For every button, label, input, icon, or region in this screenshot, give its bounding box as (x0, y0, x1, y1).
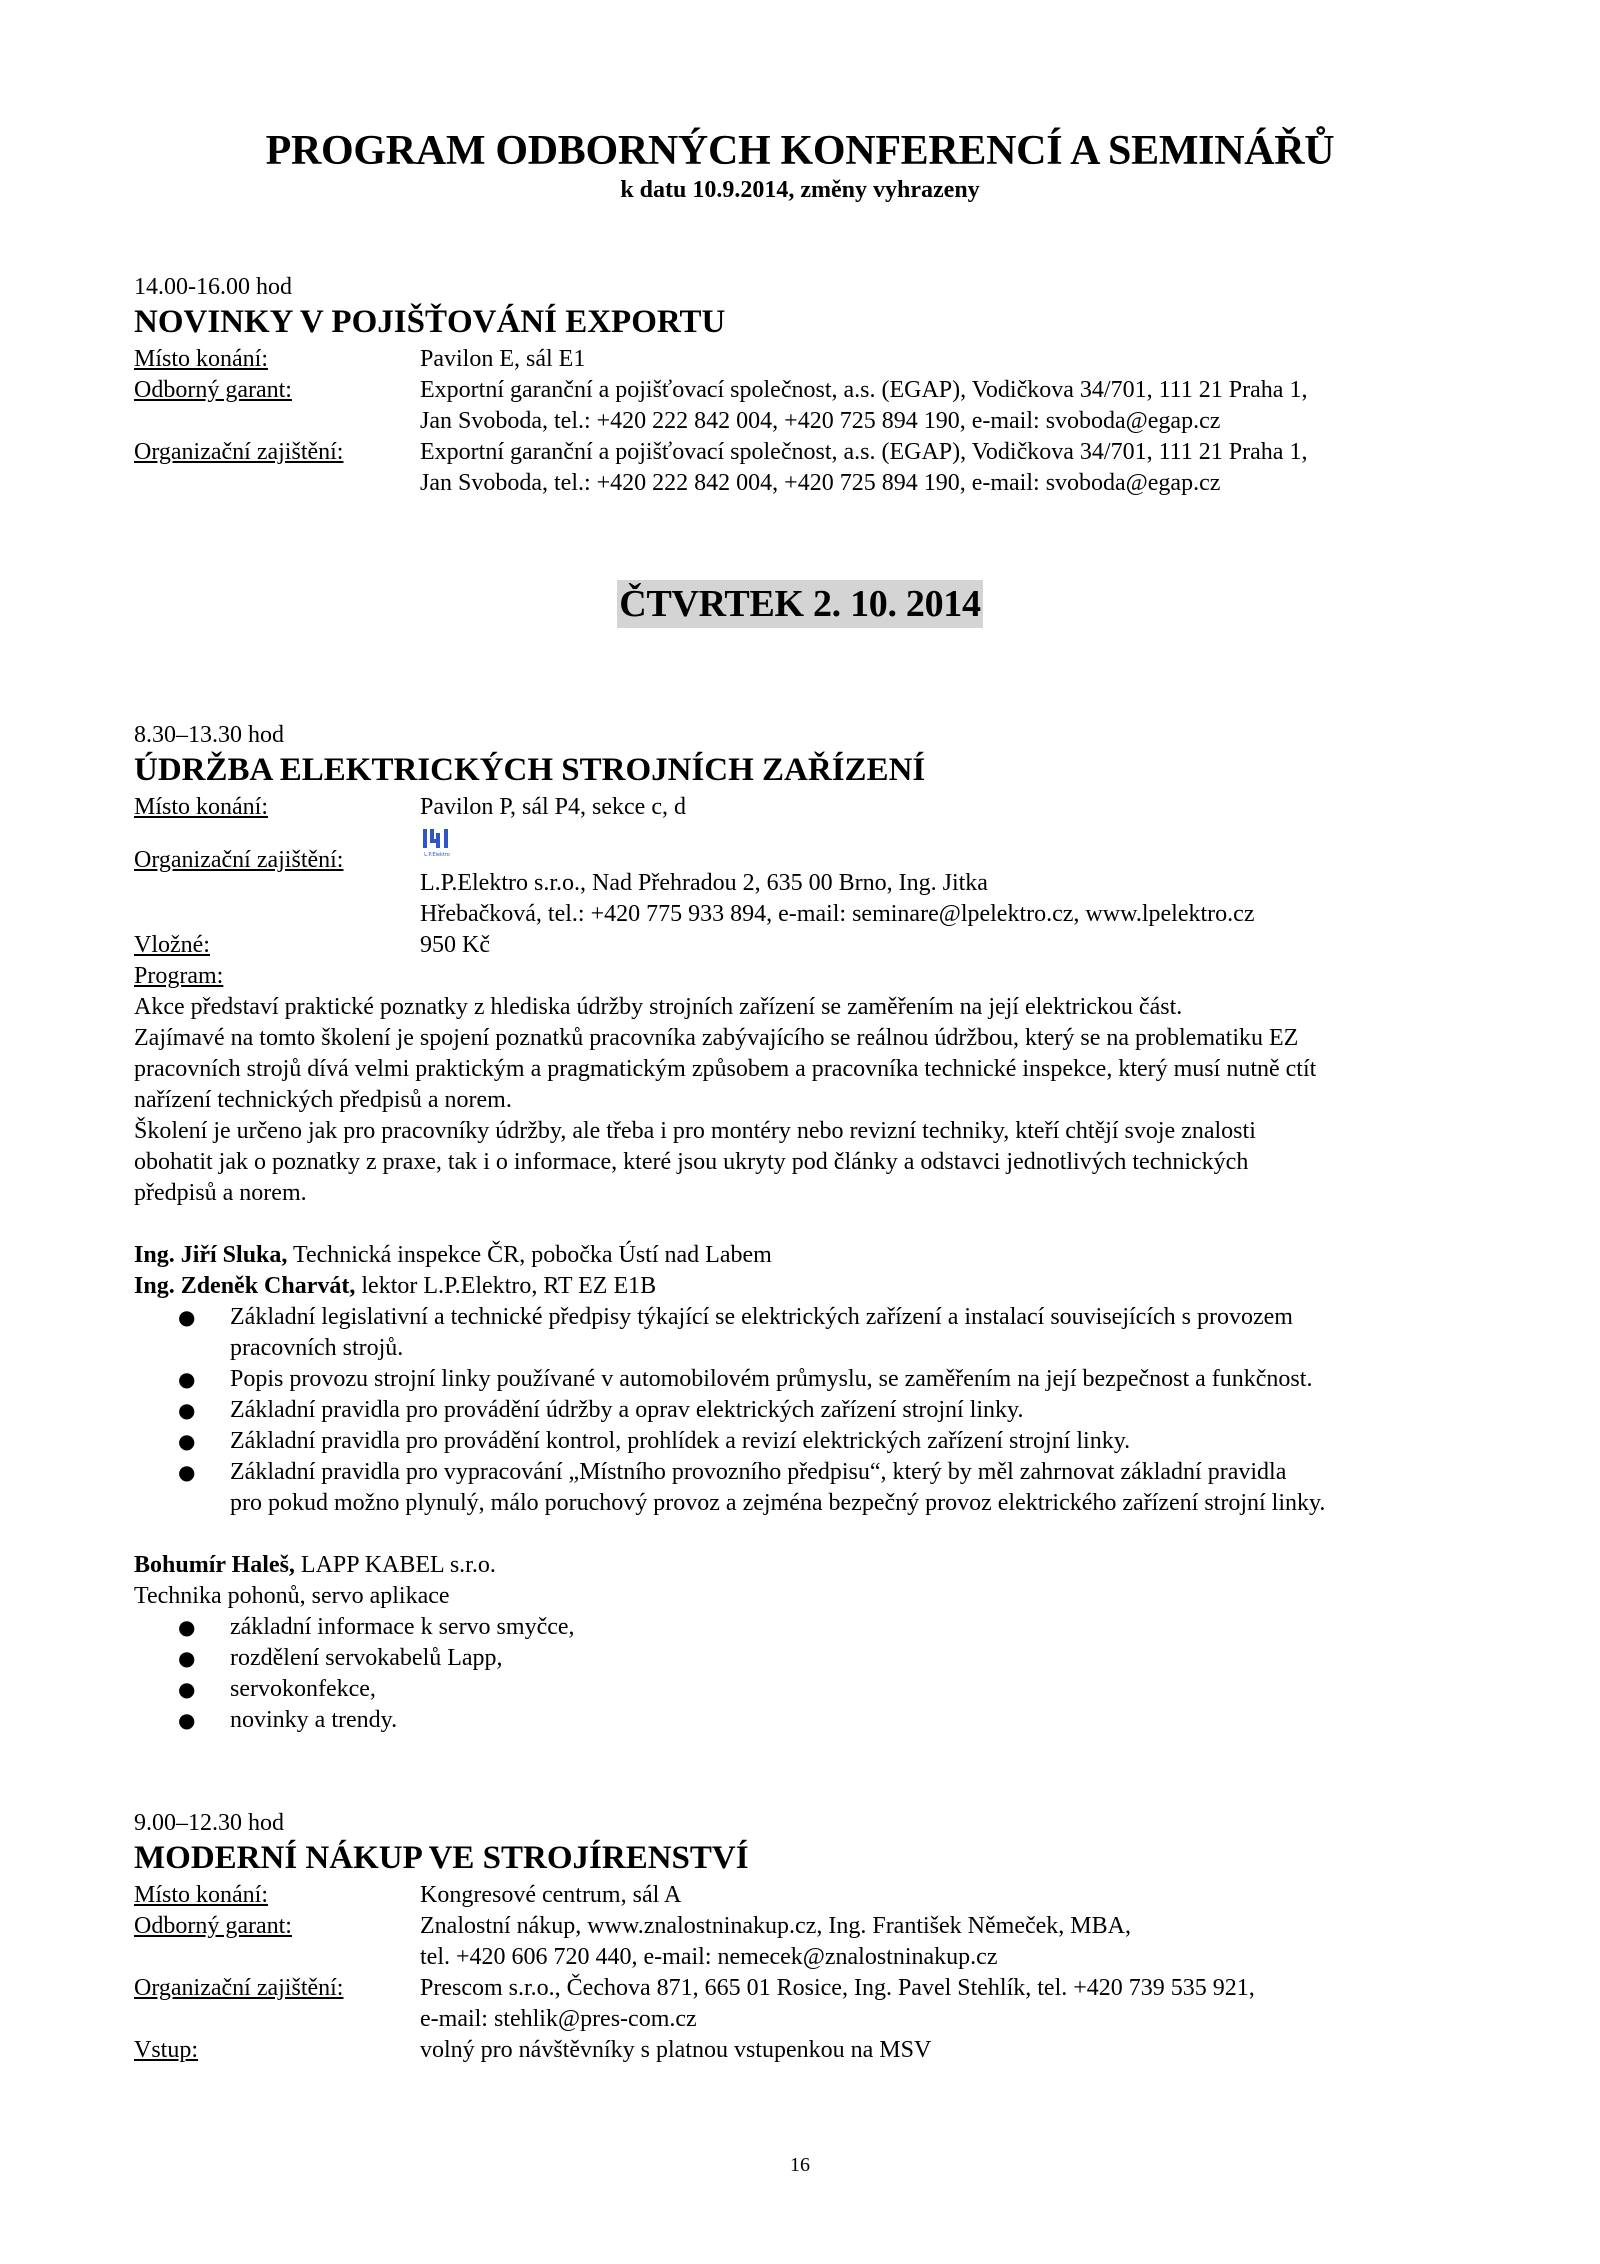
guarantor-row (134, 1911, 1474, 1973)
speaker-org: lektor L.P.Elektro, RT EZ E1B (355, 1273, 657, 1299)
day-heading (0, 580, 1600, 628)
event-title: NOVINKY V POJIŠŤOVÁNÍ EXPORTU (134, 304, 726, 340)
topic-item: ● servokonfekce, (134, 1674, 1474, 1705)
venue-value: Pavilon P, sál P4, sekce c, d (420, 794, 686, 820)
topic-line: pracovních strojů. (230, 1335, 404, 1361)
event-time: 14.00-16.00 hod (134, 274, 292, 300)
topic-line: ● Základní pravidla pro vypracování „Místního provozního předpisu“, který by měl zahrnovat základní pravidla (230, 1459, 1287, 1485)
program-row (134, 961, 1474, 992)
program-description (134, 992, 1474, 1209)
venue-row (134, 1880, 1474, 1911)
speaker-name: Ing. Zdeněk Charvát, (134, 1273, 356, 1299)
speaker-charvat (134, 1271, 1474, 1302)
organizer-row (134, 1973, 1474, 2035)
guarantor-label: Odborný garant: (134, 377, 292, 403)
program-line: Zajímavé na tomto školení je spojení poznatků pracovníka zabývajícího se reálnou údržbou, který se na problematiku EZ (134, 1025, 1299, 1051)
venue-label: Místo konání: (134, 794, 269, 820)
organizer-value (420, 1973, 1474, 2035)
venue-row (134, 792, 1474, 823)
lp-elektro-logo-icon (420, 825, 454, 859)
organizer-label: Organizační zajištění: (134, 847, 344, 873)
event-moderni-nakup (134, 1808, 1474, 2066)
event-udrzba-elektrickych-zarizeni (134, 720, 1474, 1736)
logo-caption: L.P.Elektro (424, 852, 450, 858)
guarantor-line: Znalostní nákup, www.znalostninakup.cz, Ing. František Němeček, MBA, (420, 1913, 1131, 1939)
event-novinky-v-pojistovani (134, 272, 1474, 499)
fee-label: Vložné: (134, 932, 210, 958)
organizer-row (134, 437, 1474, 499)
topic-item: ● základní informace k servo smyčce, (134, 1612, 1474, 1643)
spacer (134, 1519, 1474, 1550)
guarantor-value (420, 1911, 1474, 1973)
organizer-line: Jan Svoboda, tel.: +420 222 842 004, +420 725 894 190, e-mail: svoboda@egap.cz (420, 470, 1221, 496)
topic-item (134, 1302, 1474, 1364)
document-title: PROGRAM ODBORNÝCH KONFERENCÍ A SEMINÁŘŮ (265, 128, 1335, 174)
venue-value: Pavilon E, sál E1 (420, 346, 586, 372)
venue-label: Místo konání: (134, 1882, 269, 1908)
guarantor-label: Odborný garant: (134, 1913, 292, 1939)
speaker-name: Ing. Jiří Sluka, (134, 1242, 288, 1268)
program-label: Program: (134, 963, 224, 989)
entry-value: volný pro návštěvníky s platnou vstupenkou na MSV (420, 2037, 932, 2063)
topic-line: ● Základní pravidla pro provádění kontrol, prohlídek a revizí elektrických zařízení strojní linky. (230, 1428, 1131, 1454)
page-number: 16 (790, 2154, 810, 2176)
organizer-row (134, 823, 1474, 930)
program-line: předpisů a norem. (134, 1180, 307, 1206)
entry-row (134, 2035, 1474, 2066)
guarantor-row (134, 375, 1474, 437)
organizer-label: Organizační zajištění: (134, 439, 344, 465)
event-time: 8.30–13.30 hod (134, 722, 284, 748)
organizer-value (420, 823, 1474, 930)
organizer-line: Hřebačková, tel.: +420 775 933 894, e-mail: seminare@lpelektro.cz, www.lpelektro.cz (420, 901, 1255, 927)
speaker-org: LAPP KABEL s.r.o. (294, 1552, 496, 1578)
topic-item (134, 1457, 1474, 1519)
organizer-line: L.P.Elektro s.r.o., Nad Přehradou 2, 635 00 Brno, Ing. Jitka (420, 870, 988, 896)
speaker-name: Bohumír Haleš, (134, 1552, 295, 1578)
guarantor-line: Exportní garanční a pojišťovací společnost, a.s. (EGAP), Vodičkova 34/701, 111 21 Praha 1, (420, 377, 1308, 403)
fee-row (134, 930, 1474, 961)
guarantor-line: tel. +420 606 720 440, e-mail: nemecek@znalostninakup.cz (420, 1944, 998, 1970)
guarantor-value (420, 375, 1474, 437)
topic-list (134, 1302, 1474, 1519)
program-line: nařízení technických předpisů a norem. (134, 1087, 512, 1113)
topic-item (134, 1426, 1474, 1457)
document-subtitle: k datu 10.9.2014, změny vyhrazeny (620, 177, 980, 203)
document-header (0, 126, 1600, 204)
topic-item: ● novinky a trendy. (134, 1705, 1474, 1736)
event-time: 9.00–12.30 hod (134, 1810, 284, 1836)
topic-line: ● Popis provozu strojní linky používané v automobilovém průmyslu, se zaměřením na její bezpečnost a funkčnost. (230, 1366, 1313, 1392)
spacer (134, 1209, 1474, 1240)
topic-item: ● rozdělení servokabelů Lapp, (134, 1643, 1474, 1674)
program-line: Akce představí praktické poznatky z hlediska údržby strojních zařízení se zaměřením na její elektrickou část. (134, 994, 1183, 1020)
topic-line: ● Základní legislativní a technické předpisy týkající se elektrických zařízení a instalací souvisejících s provozem (230, 1304, 1293, 1330)
speaker-org: Technická inspekce ČR, pobočka Ústí nad Labem (287, 1242, 772, 1268)
speaker-topic-list (134, 1612, 1474, 1736)
topic-line: pro pokud možno plynulý, málo poruchový provoz a zejména bezpečný provoz elektrického zařízení strojní linky. (230, 1490, 1326, 1516)
entry-label: Vstup: (134, 2037, 199, 2063)
event-title: MODERNÍ NÁKUP VE STROJÍRENSTVÍ (134, 1840, 749, 1876)
organizer-line: Prescom s.r.o., Čechova 871, 665 01 Rosice, Ing. Pavel Stehlík, tel. +420 739 535 921, (420, 1975, 1255, 2001)
guarantor-line: Jan Svoboda, tel.: +420 222 842 004, +420 725 894 190, e-mail: svoboda@egap.cz (420, 408, 1221, 434)
fee-value: 950 Kč (420, 932, 490, 958)
organizer-line: e-mail: stehlik@pres-com.cz (420, 2006, 697, 2032)
speaker-topic: Technika pohonů, servo aplikace (134, 1583, 450, 1609)
event-title: ÚDRŽBA ELEKTRICKÝCH STROJNÍCH ZAŘÍZENÍ (134, 752, 926, 788)
topic-item (134, 1395, 1474, 1426)
venue-value: Kongresové centrum, sál A (420, 1882, 682, 1908)
venue-label: Místo konání: (134, 346, 269, 372)
program-line: obohatit jak o poznatky z praxe, tak i o informace, které jsou ukryty pod články a odstavci jednotlivých technických (134, 1149, 1249, 1175)
program-line: pracovních strojů dívá velmi praktickým a pragmatickým způsobem a pracovníka technické inspekce, který musí nutně ctít (134, 1056, 1317, 1082)
speaker-hales (134, 1550, 1474, 1581)
program-line: Školení je určeno jak pro pracovníky údržby, ale třeba i pro montéry nebo revizní techniky, kteří chtějí svoje znalosti (134, 1118, 1256, 1144)
day-heading-text: ČTVRTEK 2. 10. 2014 (617, 580, 982, 628)
organizer-line: Exportní garanční a pojišťovací společnost, a.s. (EGAP), Vodičkova 34/701, 111 21 Praha 1, (420, 439, 1308, 465)
topic-line: ● Základní pravidla pro provádění údržby a oprav elektrických zařízení strojní linky. (230, 1397, 1024, 1423)
organizer-label: Organizační zajištění: (134, 1975, 344, 2001)
speaker-sluka (134, 1240, 1474, 1271)
organizer-value (420, 437, 1474, 499)
venue-row (134, 344, 1474, 375)
topic-item (134, 1364, 1474, 1395)
